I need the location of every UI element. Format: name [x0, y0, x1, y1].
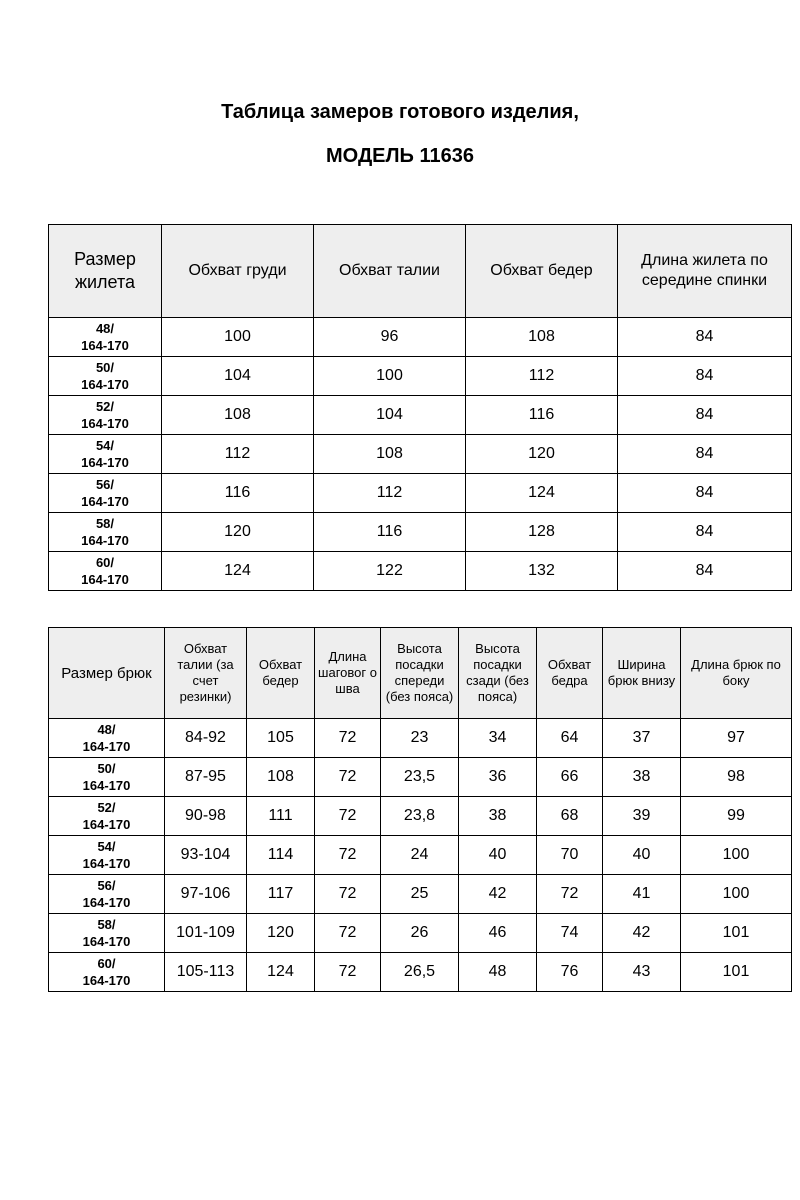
- height-value: 164-170: [82, 895, 131, 910]
- height-value: 164-170: [82, 817, 131, 832]
- measurement-cell: 117: [247, 875, 315, 914]
- measurement-cell: 84: [618, 396, 792, 435]
- measurement-cell: 40: [603, 836, 681, 875]
- table-row: [49, 435, 792, 474]
- height-value: 164-170: [82, 934, 131, 949]
- measurement-cell: 108: [247, 758, 315, 797]
- measurement-cell: 104: [314, 396, 466, 435]
- height-value: 164-170: [81, 377, 129, 392]
- size-cell: [49, 719, 165, 758]
- header-cell: Длина жилета по середине спинки: [618, 225, 792, 318]
- table-row: [49, 318, 792, 357]
- header-cell: Обхват бедер: [466, 225, 618, 318]
- measurement-cell: 108: [466, 318, 618, 357]
- height-value: 164-170: [81, 572, 129, 587]
- header-cell: Обхват талии: [314, 225, 466, 318]
- measurement-cell: 41: [603, 875, 681, 914]
- header-cell: Длина брюк по боку: [681, 628, 792, 719]
- measurement-cell: 76: [537, 953, 603, 992]
- measurement-cell: 66: [537, 758, 603, 797]
- size-value: 56/: [97, 878, 116, 893]
- measurement-cell: 39: [603, 797, 681, 836]
- table-row: [49, 474, 792, 513]
- measurement-cell: 101-109: [165, 914, 247, 953]
- measurement-cell: 112: [162, 435, 314, 474]
- measurement-cell: 72: [315, 758, 381, 797]
- measurement-cell: 23: [381, 719, 459, 758]
- size-cell: [49, 318, 162, 357]
- size-value: 60/: [97, 956, 116, 971]
- table-row: [49, 552, 792, 591]
- measurement-cell: 114: [247, 836, 315, 875]
- measurement-cell: 26,5: [381, 953, 459, 992]
- measurement-cell: 105: [247, 719, 315, 758]
- measurement-cell: 116: [162, 474, 314, 513]
- measurement-cell: 132: [466, 552, 618, 591]
- size-value: 48/: [95, 321, 115, 336]
- size-value: 54/: [95, 438, 115, 453]
- measurement-cell: 36: [459, 758, 537, 797]
- measurement-cell: 84: [618, 357, 792, 396]
- measurement-cell: 40: [459, 836, 537, 875]
- measurement-cell: 100: [314, 357, 466, 396]
- measurement-cell: 25: [381, 875, 459, 914]
- measurement-cell: 100: [162, 318, 314, 357]
- measurement-cell: 112: [466, 357, 618, 396]
- height-value: 164-170: [82, 778, 131, 793]
- measurement-cell: 84-92: [165, 719, 247, 758]
- header-cell: Обхват бедер: [247, 628, 315, 719]
- measurement-cell: 111: [247, 797, 315, 836]
- measurement-cell: 74: [537, 914, 603, 953]
- measurement-cell: 84: [618, 513, 792, 552]
- document-title: Таблица замеров готового изделия,: [221, 101, 579, 123]
- table-row: [49, 875, 792, 914]
- size-value: 58/: [95, 516, 115, 531]
- measurement-cell: 108: [162, 396, 314, 435]
- measurement-cell: 72: [315, 797, 381, 836]
- measurement-cell: 101: [681, 953, 792, 992]
- measurement-cell: 84: [618, 474, 792, 513]
- height-value: 164-170: [82, 739, 131, 754]
- measurement-cell: 97-106: [165, 875, 247, 914]
- height-value: 164-170: [81, 338, 129, 353]
- measurement-cell: 24: [381, 836, 459, 875]
- table-row: [49, 719, 792, 758]
- size-cell: [49, 474, 162, 513]
- measurement-cell: 42: [459, 875, 537, 914]
- measurement-cell: 120: [466, 435, 618, 474]
- size-cell: [49, 797, 165, 836]
- table-row: [49, 836, 792, 875]
- header-cell: Высота посадки сзади (без пояса): [459, 628, 537, 719]
- size-cell: [49, 513, 162, 552]
- measurement-cell: 112: [314, 474, 466, 513]
- measurement-cell: 122: [314, 552, 466, 591]
- measurement-cell: 37: [603, 719, 681, 758]
- size-value: 50/: [97, 761, 116, 776]
- measurement-cell: 120: [247, 914, 315, 953]
- size-value: 54/: [97, 839, 116, 854]
- size-cell: [49, 953, 165, 992]
- measurement-cell: 72: [315, 953, 381, 992]
- header-cell: Размер жилета: [49, 225, 162, 318]
- measurement-cell: 97: [681, 719, 792, 758]
- table-row: [49, 396, 792, 435]
- measurement-cell: 72: [537, 875, 603, 914]
- height-value: 164-170: [81, 455, 129, 470]
- measurement-cell: 105-113: [165, 953, 247, 992]
- measurement-cell: 100: [681, 836, 792, 875]
- measurement-cell: 38: [603, 758, 681, 797]
- measurement-cell: 72: [315, 836, 381, 875]
- measurement-cell: 93-104: [165, 836, 247, 875]
- measurement-cell: 116: [314, 513, 466, 552]
- measurement-cell: 72: [315, 875, 381, 914]
- header-cell: Обхват талии (за счет резинки): [165, 628, 247, 719]
- table-row: [49, 758, 792, 797]
- height-value: 164-170: [82, 856, 131, 871]
- table-row: [49, 914, 792, 953]
- header-cell: Размер брюк: [49, 628, 165, 719]
- height-value: 164-170: [82, 973, 131, 988]
- model-title: МОДЕЛЬ 11636: [325, 145, 475, 167]
- measurement-cell: 72: [315, 914, 381, 953]
- measurement-cell: 120: [162, 513, 314, 552]
- measurement-cell: 84: [618, 318, 792, 357]
- measurement-cell: 104: [162, 357, 314, 396]
- size-cell: [49, 435, 162, 474]
- size-cell: [49, 758, 165, 797]
- measurement-cell: 68: [537, 797, 603, 836]
- measurement-cell: 46: [459, 914, 537, 953]
- size-cell: [49, 836, 165, 875]
- size-value: 60/: [95, 555, 115, 570]
- measurement-cell: 48: [459, 953, 537, 992]
- measurement-cell: 38: [459, 797, 537, 836]
- measurement-cell: 72: [315, 719, 381, 758]
- measurement-cell: 64: [537, 719, 603, 758]
- table-header-row: [49, 628, 792, 719]
- measurement-cell: 23,8: [381, 797, 459, 836]
- measurement-cell: 43: [603, 953, 681, 992]
- table-row: [49, 513, 792, 552]
- size-value: 50/: [95, 360, 115, 375]
- measurement-cell: 84: [618, 435, 792, 474]
- measurement-cell: 23,5: [381, 758, 459, 797]
- measurement-cell: 99: [681, 797, 792, 836]
- header-cell: Длина шаговог о шва: [315, 628, 381, 719]
- size-cell: [49, 914, 165, 953]
- measurement-cell: 116: [466, 396, 618, 435]
- table-header-row: [49, 225, 792, 318]
- size-cell: [49, 357, 162, 396]
- header-cell: Ширина брюк внизу: [603, 628, 681, 719]
- size-cell: [49, 552, 162, 591]
- size-value: 58/: [97, 917, 116, 932]
- vest-measurements-table: [48, 224, 792, 591]
- size-cell: [49, 396, 162, 435]
- measurement-cell: 124: [162, 552, 314, 591]
- header-cell: Обхват груди: [162, 225, 314, 318]
- measurement-cell: 34: [459, 719, 537, 758]
- header-cell: Высота посадки спереди (без пояса): [381, 628, 459, 719]
- height-value: 164-170: [81, 494, 129, 509]
- size-cell: [49, 875, 165, 914]
- measurement-cell: 26: [381, 914, 459, 953]
- measurement-cell: 90-98: [165, 797, 247, 836]
- measurement-cell: 96: [314, 318, 466, 357]
- measurement-cell: 98: [681, 758, 792, 797]
- size-value: 52/: [95, 399, 115, 414]
- measurement-cell: 101: [681, 914, 792, 953]
- measurement-cell: 100: [681, 875, 792, 914]
- table-row: [49, 357, 792, 396]
- header-cell: Обхват бедра: [537, 628, 603, 719]
- pants-measurements-table: [48, 627, 792, 992]
- table-row: [49, 797, 792, 836]
- size-value: 52/: [97, 800, 116, 815]
- height-value: 164-170: [81, 416, 129, 431]
- measurement-cell: 128: [466, 513, 618, 552]
- measurement-cell: 124: [466, 474, 618, 513]
- measurement-cell: 108: [314, 435, 466, 474]
- height-value: 164-170: [81, 533, 129, 548]
- measurement-cell: 70: [537, 836, 603, 875]
- size-value: 48/: [97, 722, 116, 737]
- measurement-cell: 42: [603, 914, 681, 953]
- measurement-cell: 84: [618, 552, 792, 591]
- size-value: 56/: [95, 477, 115, 492]
- table-row: [49, 953, 792, 992]
- measurement-cell: 124: [247, 953, 315, 992]
- measurement-cell: 87-95: [165, 758, 247, 797]
